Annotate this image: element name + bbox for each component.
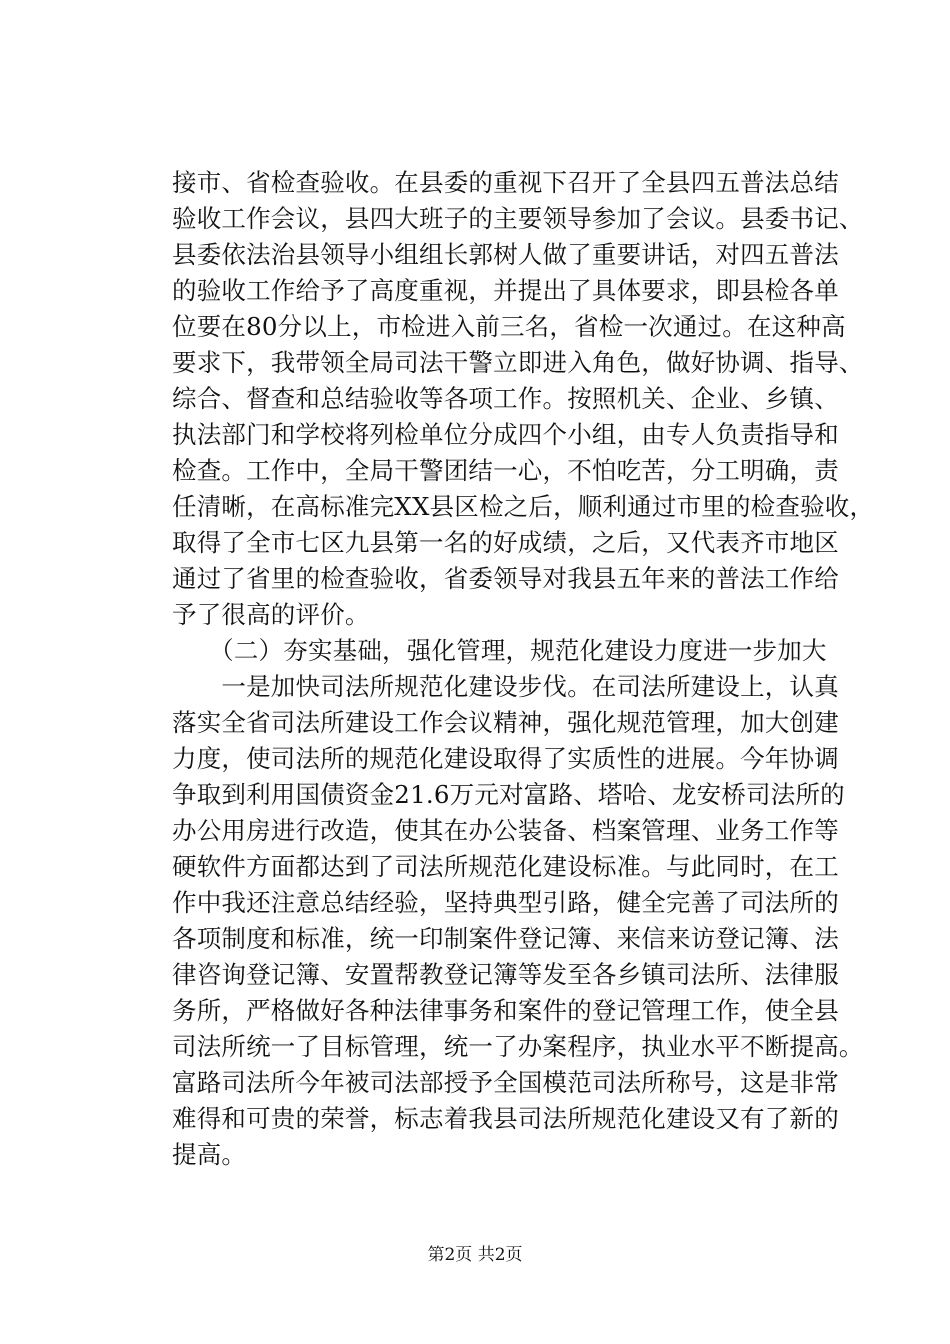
section-heading: （二）夯实基础，强化管理，规范化建设力度进一步加大: [172, 636, 827, 665]
text-line: 力度，使司法所的规范化建设取得了实质性的进展。今年协调: [172, 744, 839, 773]
text-line: 难得和可贵的荣誉，标志着我县司法所规范化建设又有了新的: [172, 1104, 839, 1133]
text-line: 通过了省里的检查验收，省委领导对我县五年来的普法工作给: [172, 564, 839, 593]
text-line: 富路司法所今年被司法部授予全国模范司法所称号，这是非常: [172, 1068, 839, 1097]
text-line: 争取到利用国债资金21.6万元对富路、塔哈、龙安桥司法所的: [172, 780, 845, 809]
text-line: 律咨询登记簿、安置帮教登记簿等发至各乡镇司法所、法律服: [172, 960, 839, 989]
text-line: 位要在80分以上，市检进入前三名，省检一次通过。在这种高: [172, 312, 846, 341]
text-line: 接市、省检查验收。在县委的重视下召开了全县四五普法总结: [172, 168, 839, 197]
text-line: 各项制度和标准，统一印制案件登记簿、来信来访登记簿、法: [172, 924, 839, 953]
text-line: 落实全省司法所建设工作会议精神，强化规范管理，加大创建: [172, 708, 839, 737]
document-body: [172, 165, 875, 1173]
text-line: 司法所统一了目标管理，统一了办案程序，执业水平不断提高。: [172, 1032, 864, 1061]
text-line: 综合、督查和总结验收等各项工作。按照机关、企业、乡镇、: [172, 384, 839, 413]
text-line: 检查。工作中，全局干警团结一心，不怕吃苦，分工明确，责: [172, 456, 839, 485]
text-line: 务所，严格做好各种法律事务和案件的登记管理工作，使全县: [172, 996, 839, 1025]
text-line: 一是加快司法所规范化建设步伐。在司法所建设上，认真: [172, 672, 839, 701]
text-line: 执法部门和学校将列检单位分成四个小组，由专人负责指导和: [172, 420, 839, 449]
text-line: 予了很高的评价。: [172, 600, 370, 629]
text-line: 要求下，我带领全局司法干警立即进入角色，做好协调、指导、: [172, 348, 864, 377]
page-number-footer: 第2页 共2页: [427, 1245, 523, 1265]
text-line: 任清晰，在高标准完XX县区检之后，顺利通过市里的检查验收，: [172, 492, 875, 521]
text-line: 取得了全市七区九县第一名的好成绩，之后，又代表齐市地区: [172, 528, 839, 557]
text-line: 办公用房进行改造，使其在办公装备、档案管理、业务工作等: [172, 816, 839, 845]
text-line: 县委依法治县领导小组组长郭树人做了重要讲话，对四五普法: [172, 240, 839, 269]
text-line: 验收工作会议，县四大班子的主要领导参加了会议。县委书记、: [172, 204, 864, 233]
text-line: 硬软件方面都达到了司法所规范化建设标准。与此同时，在工: [172, 852, 839, 881]
text-line: 提高。: [172, 1140, 247, 1169]
text-line: 的验收工作给予了高度重视，并提出了具体要求，即县检各单: [172, 276, 839, 305]
text-line: 作中我还注意总结经验，坚持典型引路，健全完善了司法所的: [172, 888, 839, 917]
